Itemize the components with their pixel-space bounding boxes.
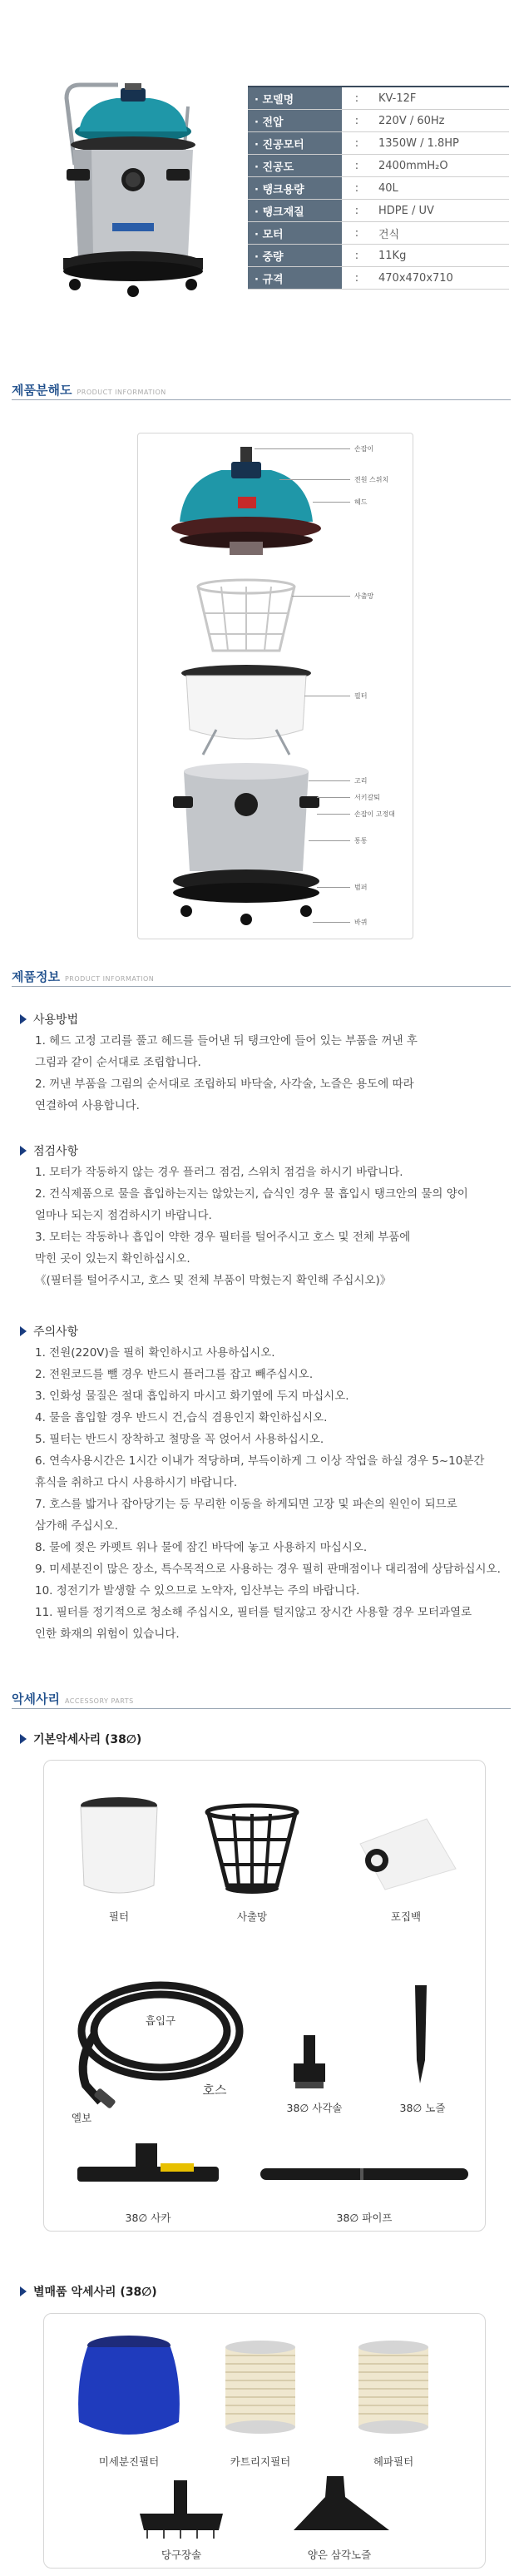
triangle-nozzle-image — [285, 2472, 393, 2543]
caution-line: 3. 인화성 물질은 절대 흡입하지 마시고 화기옆에 두지 마십시오. — [35, 1390, 349, 1403]
acc-label-pipe: 38∅ 파이프 — [336, 2212, 393, 2224]
spec-value: 11Kg — [372, 245, 509, 267]
spec-row — [248, 87, 509, 110]
part-leader — [313, 502, 350, 503]
cartridge-filter-image — [219, 2339, 302, 2439]
check-line: 2. 건식제품으로 물을 흡입하는지는 않았는지, 습식인 경우 물 흡입시 탱크안의 물의 양이 — [35, 1187, 468, 1201]
usage-line: 2. 꺼낸 부품을 그림의 순서대로 조립하되 바닥술, 사각술, 노즐은 용도에 따라 — [35, 1077, 414, 1091]
extra-acc-panel — [43, 2313, 486, 2569]
acc-label-cage: 사출망 — [236, 1910, 268, 1923]
spec-colon: : — [342, 110, 372, 132]
spec-value: 건식 — [372, 222, 509, 245]
caution-line: 10. 정전기가 발생할 수 있으므로 노약자, 임산부는 주의 바랍니다. — [35, 1584, 360, 1598]
spec-row — [248, 155, 509, 177]
check-text — [35, 1162, 468, 1291]
part-label-switch: 전원 스위치 — [354, 476, 389, 483]
spec-colon: : — [342, 177, 372, 200]
check-line: 막힌 곳이 있는지 확인하십시오. — [35, 1252, 190, 1266]
part-leader — [317, 797, 350, 798]
check-heading: 점검사항 — [20, 1142, 78, 1159]
triangle-bullet-icon — [20, 1734, 27, 1744]
basic-acc-panel — [43, 1760, 486, 2232]
part-label-head: 헤드 — [354, 498, 368, 506]
usage-heading: 사용방법 — [20, 1011, 78, 1028]
accessory-divider — [12, 1708, 511, 1709]
spec-label: · 탱크재질 — [248, 200, 342, 222]
usage-text — [35, 1030, 418, 1117]
exploded-panel — [137, 433, 413, 939]
caution-line: 6. 연속사용시간은 1시간 이내가 적당하며, 부득이하게 그 이상 작업을 하실 경우 5~10분간 — [35, 1454, 485, 1468]
check-line: 《(필터를 털어주시고, 호스 및 전체 부품이 막혔는지 확인해 주십시오)》 — [35, 1274, 392, 1287]
pipe-image — [260, 2160, 468, 2193]
part-label-handle: 손잡이 — [354, 445, 374, 453]
usage-line: 연결하여 사용합니다. — [35, 1099, 140, 1112]
part-label-ring: 고리 — [354, 777, 368, 785]
product-image — [42, 73, 229, 310]
part-leader — [292, 596, 350, 597]
nozzle-image — [408, 1985, 433, 2085]
exploded-diagram — [163, 438, 329, 934]
part-leader — [309, 780, 350, 781]
info-divider — [12, 986, 511, 987]
cage-image — [202, 1802, 302, 1902]
caution-line: 1. 전원(220V)을 필히 확인하시고 사용하십시오. — [35, 1346, 275, 1360]
part-leader — [313, 922, 350, 923]
spec-row — [248, 132, 509, 155]
acc-label-hose: 호스 — [202, 2083, 227, 2098]
triangle-bullet-icon — [20, 1014, 27, 1024]
acc-label-hepa-filter: 헤파필터 — [373, 2455, 414, 2468]
spec-value: KV-12F — [372, 87, 509, 110]
square-brush-image — [285, 2035, 335, 2093]
caution-line: 인한 화재의 위험이 있습니다. — [35, 1627, 180, 1641]
spec-label: · 탱크용량 — [248, 177, 342, 200]
dust-bag-image — [352, 1811, 460, 1894]
part-label-filter: 필터 — [354, 692, 368, 700]
billiard-brush-image — [136, 2480, 227, 2543]
acc-label-billiard-brush: 당구장솔 — [161, 2549, 202, 2561]
acc-label-fine-dust-filter: 미세분진필터 — [98, 2455, 160, 2468]
accessory-section-title: 악세사리 ACCESSORY PARTS — [12, 1692, 134, 1707]
triangle-bullet-icon — [20, 1146, 27, 1156]
part-label-cage: 사출망 — [354, 592, 374, 600]
spec-value: 40L — [372, 177, 509, 200]
spec-label: · 전압 — [248, 110, 342, 132]
spec-colon: : — [342, 132, 372, 155]
acc-label-filter: 필터 — [108, 1910, 130, 1923]
spec-row — [248, 267, 509, 290]
spec-table — [248, 86, 509, 290]
caution-line: 11. 필터를 정기적으로 청소해 주십시오, 필터를 털지않고 장시간 사용할 경우 모터과열로 — [35, 1606, 472, 1619]
spec-colon: : — [342, 267, 372, 290]
part-leader — [255, 448, 350, 449]
fine-dust-filter-image — [71, 2331, 187, 2447]
spec-label: · 모터 — [248, 222, 342, 245]
acc-label-square-brush: 38∅ 사각솔 — [286, 2102, 343, 2114]
part-label-part: 서키갈퇴 — [354, 794, 380, 801]
info-section-title: 제품정보 PRODUCT INFORMATION — [12, 969, 155, 984]
spec-colon: : — [342, 222, 372, 245]
spec-value: HDPE / UV — [372, 200, 509, 222]
acc-label-nozzle: 38∅ 노즐 — [399, 2102, 446, 2114]
spec-row — [248, 177, 509, 200]
spec-value: 1350W / 1.8HP — [372, 132, 509, 155]
spec-label: · 진공모터 — [248, 132, 342, 155]
acc-label-elbow: 엘보 — [71, 2112, 92, 2124]
triangle-bullet-icon — [20, 1326, 27, 1336]
check-line: 1. 모터가 작동하지 않는 경우 플러그 점검, 스위치 점검을 하시기 바랍니다. — [35, 1166, 403, 1179]
acc-label-floor-tool: 38∅ 사카 — [125, 2212, 171, 2224]
hepa-filter-image — [352, 2339, 435, 2439]
spec-label: · 규격 — [248, 267, 342, 290]
spec-value: 220V / 60Hz — [372, 110, 509, 132]
floor-tool-image — [77, 2143, 219, 2202]
spec-row — [248, 222, 509, 245]
check-line: 3. 모터는 작동하나 흡입이 약한 경우 필터를 털어주시고 호스 및 전체 부품에 — [35, 1231, 411, 1244]
caution-line: 삼가해 주십시오. — [35, 1519, 118, 1533]
spec-value: 470x470x710 — [372, 267, 509, 290]
part-leader — [279, 479, 350, 480]
usage-line: 1. 헤드 고정 고리를 풀고 헤드를 들어낸 뒤 탱크안에 들어 있는 부품을 꺼낸 후 — [35, 1034, 418, 1048]
spec-value: 2400mmH₂O — [372, 155, 509, 177]
acc-label-dust-bag: 포집백 — [390, 1910, 422, 1923]
spec-colon: : — [342, 200, 372, 222]
caution-line: 8. 물에 젖은 카펫트 위나 물에 잠긴 바닥에 놓고 사용하지 마십시오. — [35, 1541, 368, 1554]
spec-row — [248, 110, 509, 132]
usage-line: 그림과 같이 순서대로 조립합니다. — [35, 1056, 201, 1069]
acc-label-cartridge-filter: 카트리지필터 — [230, 2455, 291, 2468]
acc-label-triangle-nozzle: 양은 삼각노즐 — [307, 2549, 372, 2561]
part-leader — [317, 814, 350, 815]
exploded-section-title: 제품분해도 PRODUCT INFORMATION — [12, 383, 166, 398]
basic-acc-heading: 기본악세사리 (38∅) — [20, 1731, 141, 1747]
spec-label: · 모델명 — [248, 87, 342, 110]
filter-image — [69, 1794, 169, 1902]
part-label-tank: 통통 — [354, 837, 368, 845]
part-leader — [317, 887, 350, 888]
spec-row — [248, 200, 509, 222]
exploded-divider — [12, 399, 511, 400]
part-label-bumper: 범퍼 — [354, 884, 368, 891]
caution-line: 5. 필터는 반드시 장착하고 철망을 꼭 얹어서 사용하십시오. — [35, 1433, 324, 1446]
spec-label: · 진공도 — [248, 155, 342, 177]
triangle-bullet-icon — [20, 2286, 27, 2296]
caution-text — [35, 1342, 501, 1645]
spec-colon: : — [342, 155, 372, 177]
spec-label: · 중량 — [248, 245, 342, 267]
check-line: 얼마나 되는지 점검하시기 바랍니다. — [35, 1209, 212, 1222]
caution-line: 휴식을 취하고 다시 사용하시기 바랍니다. — [35, 1476, 238, 1489]
spec-colon: : — [342, 87, 372, 110]
caution-heading: 주의사항 — [20, 1323, 78, 1340]
acc-label-inlet: 흡입구 — [145, 2014, 176, 2027]
part-label-wheel: 바퀴 — [354, 919, 368, 926]
caution-line: 9. 미세분진이 많은 장소, 특수목적으로 사용하는 경우 필히 판매점이나 대리점에 상담하십시오. — [35, 1563, 501, 1576]
caution-line: 4. 물을 흡입할 경우 반드시 건,습식 겸용인지 확인하십시오. — [35, 1411, 328, 1424]
caution-line: 7. 호스를 밟거나 잡아당기는 등 무리한 이동을 하게되면 고장 및 파손의 원인이 되므로 — [35, 1498, 457, 1511]
caution-line: 2. 전원코드를 뺄 경우 반드시 플러그를 잡고 빼주십시오. — [35, 1368, 314, 1381]
spec-row — [248, 245, 509, 267]
extra-acc-heading: 별매품 악세사리 (38∅) — [20, 2283, 157, 2300]
spec-colon: : — [342, 245, 372, 267]
part-leader — [309, 840, 350, 841]
part-label-handle-mount: 손잡이 고정대 — [354, 810, 395, 818]
